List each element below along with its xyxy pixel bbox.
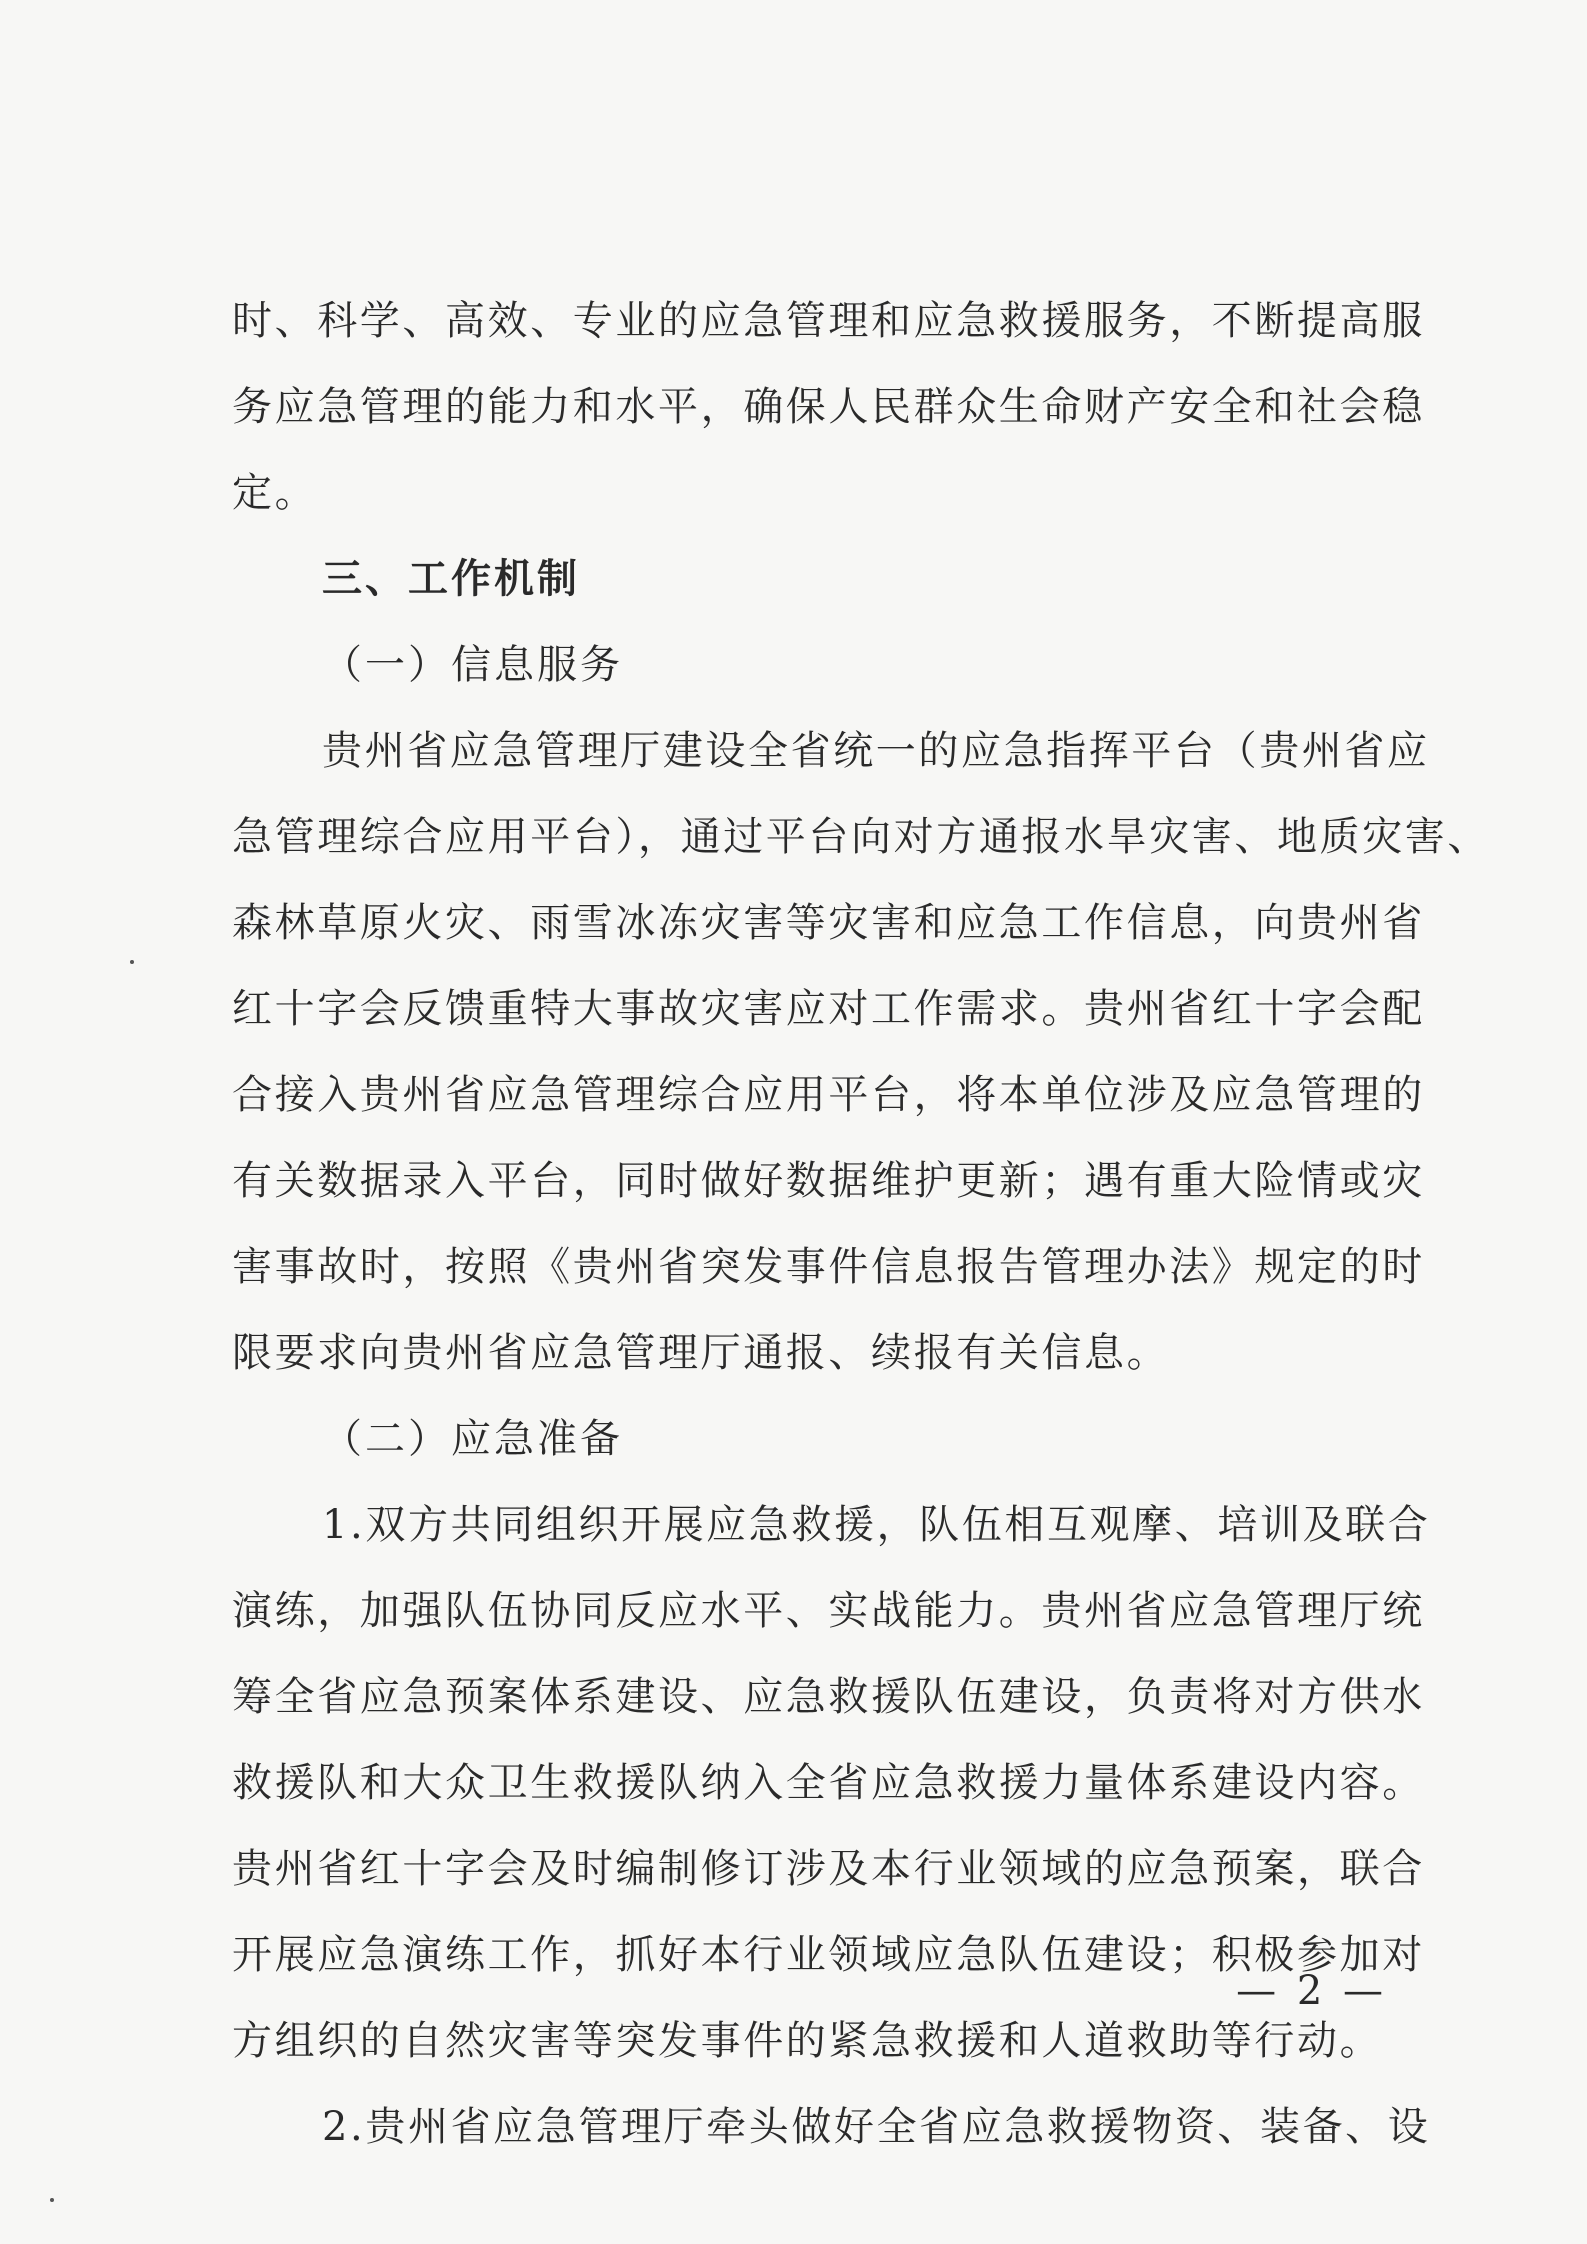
body-line: 时、科学、高效、专业的应急管理和应急救援服务，不断提高服 [232,298,1425,344]
body-line: 限要求向贵州省应急管理厅通报、续报有关信息。 [232,1330,1170,1376]
document-body [232,278,1490,2170]
body-line: 定。 [232,470,318,516]
section-heading-work-mechanism: 三、工作机制 [322,556,580,602]
body-line: 救援队和大众卫生救援队纳入全省应急救援力量体系建设内容。 [232,1760,1425,1806]
body-line: 有关数据录入平台，同时做好数据维护更新；遇有重大险情或灾 [232,1158,1425,1204]
body-line: 贵州省红十字会及时编制修订涉及本行业领域的应急预案，联合 [232,1846,1425,1892]
body-line: 1.双方共同组织开展应急救援，队伍相互观摩、培训及联合 [322,1502,1431,1548]
body-line: 筹全省应急预案体系建设、应急救援队伍建设，负责将对方供水 [232,1674,1425,1720]
body-line: 开展应急演练工作，抓好本行业领域应急队伍建设；积极参加对 [232,1932,1425,1978]
subsection-heading-emergency-preparation: （二）应急准备 [322,1416,623,1462]
body-line: 2.贵州省应急管理厅牵头做好全省应急救援物资、装备、设 [322,2104,1431,2150]
page-number: — 2 — [1236,1968,1387,2014]
body-line: 务应急管理的能力和水平，确保人民群众生命财产安全和社会稳 [232,384,1425,430]
body-line: 合接入贵州省应急管理综合应用平台，将本单位涉及应急管理的 [232,1072,1425,1118]
body-line: 方组织的自然灾害等突发事件的紧急救援和人道救助等行动。 [232,2018,1383,2064]
body-line: 贵州省应急管理厅建设全省统一的应急指挥平台（贵州省应 [322,728,1430,774]
body-line: 红十字会反馈重特大事故灾害应对工作需求。贵州省红十字会配 [232,986,1425,1032]
body-line: 害事故时，按照《贵州省突发事件信息报告管理办法》规定的时 [232,1244,1425,1290]
body-line: 森林草原火灾、雨雪冰冻灾害等灾害和应急工作信息，向贵州省 [232,900,1425,946]
body-line: 演练，加强队伍协同反应水平、实战能力。贵州省应急管理厅统 [232,1588,1425,1634]
subsection-heading-information-service: （一）信息服务 [322,642,623,688]
scan-speck [130,960,134,964]
body-line: 急管理综合应用平台），通过平台向对方通报水旱灾害、地质灾害、 [232,814,1490,860]
scan-speck [50,2198,54,2202]
